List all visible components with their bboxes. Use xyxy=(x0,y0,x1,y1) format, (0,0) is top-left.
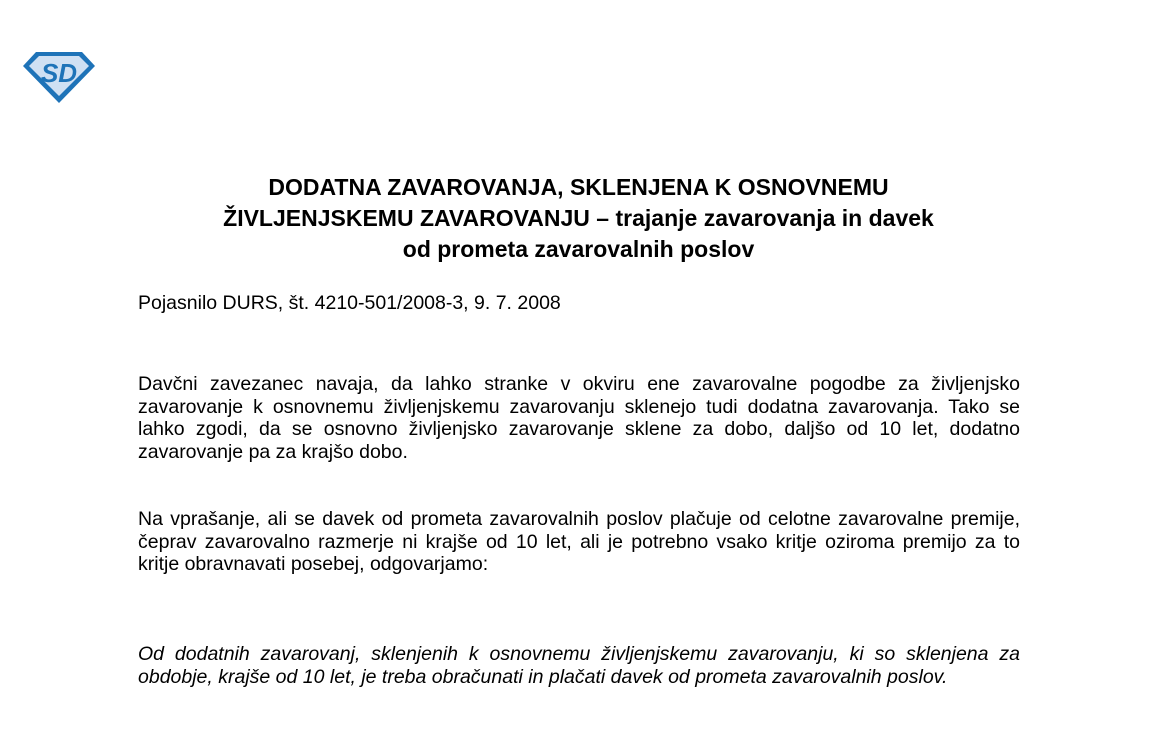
logo-icon xyxy=(22,50,96,104)
answer-paragraph: Od dodatnih zavarovanj, sklenjenih k osnovnemu življenjskemu zavarovanju, ki so sklenjena za obdobje, krajše od 10 let, je treba obračunati in plačati davek od prometa zavarovalnih poslov. xyxy=(138,643,1020,688)
document-title xyxy=(100,172,1057,265)
paragraph: Davčni zavezanec navaja, da lahko stranke v okviru ene zavarovalne pogodbe za življenjsko zavarovanje k osnovnemu življenjskemu zavarovanju sklenejo tudi dodatna zavarovanja. Tako se lahko zgodi, da se osnovno življenjsko zavarovanje sklene za dobo, daljšo od 10 let, dodatno zavarovanje pa za krajšo dobo. xyxy=(138,373,1020,463)
reference-line: Pojasnilo DURS, št. 4210-501/2008-3, 9. 7. 2008 xyxy=(138,292,561,314)
title-line: DODATNA ZAVAROVANJA, SKLENJENA K OSNOVNEMU xyxy=(268,174,889,200)
svg-text:SD: SD xyxy=(40,58,78,88)
title-line: ŽIVLJENJSKEMU ZAVAROVANJU – trajanje zavarovanja in davek xyxy=(223,205,934,231)
title-line: od prometa zavarovalnih poslov xyxy=(402,236,755,262)
paragraph: Na vprašanje, ali se davek od prometa zavarovalnih poslov plačuje od celotne zavarovalne premije, čeprav zavarovalno razmerje ni krajše od 10 let, ali je potrebno vsako kritje oziroma premijo za to kritje obravnavati posebej, odgovarjamo: xyxy=(138,508,1020,575)
